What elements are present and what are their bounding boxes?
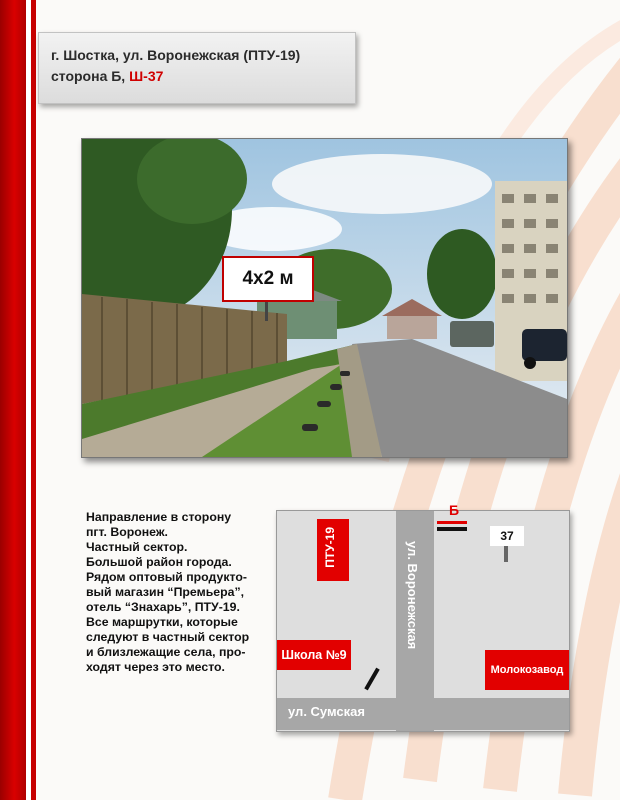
location-map [276, 502, 570, 732]
location-address: г. Шостка, ул. Воронежская (ПТУ-19) [51, 47, 301, 63]
description-line: и близлежащие села, про- [86, 645, 246, 659]
building-school-9: Школа №9 [277, 640, 351, 670]
location-description [86, 510, 266, 675]
description-line: Большой район города. [86, 555, 232, 569]
billboard-position-marker [437, 527, 467, 531]
description-line: Направление в сторону [86, 510, 232, 524]
building-ptu-19-label: ПТУ-19 [323, 527, 337, 568]
side-text: сторона Б, [51, 68, 130, 84]
billboard-size-label: 4х2 м [222, 256, 314, 302]
board-number-pole [504, 546, 508, 562]
building-dairy-plant: Молокозавод [485, 650, 569, 690]
description-line: отель “Знахарь”, ПТУ-19. [86, 600, 240, 614]
side-b-marker-label: Б [449, 502, 460, 518]
description-line: ходят через это место. [86, 660, 225, 674]
location-side [51, 68, 163, 84]
street-photo-illustration [82, 139, 567, 457]
direction-marker [364, 668, 379, 691]
description-line: Частный сектор. [86, 540, 188, 554]
building-ptu-19 [317, 519, 349, 581]
board-number-sign: 37 [490, 526, 524, 546]
street-sumskaya-label: ул. Сумская [288, 704, 365, 719]
side-b-red-marker [437, 521, 467, 524]
description-line: вый магазин “Премьера”, [86, 585, 245, 599]
description-line: Рядом оптовый продукто- [86, 570, 247, 584]
description-line: следуют в частный сектор [86, 630, 250, 644]
description-line: пгт. Воронеж. [86, 525, 168, 539]
street-voronezhskaya-label: ул. Воронежская [405, 541, 420, 650]
street-photo [81, 138, 568, 458]
location-header [38, 32, 356, 104]
board-code: Ш-37 [129, 68, 164, 84]
description-line: Все маршрутки, которые [86, 615, 238, 629]
